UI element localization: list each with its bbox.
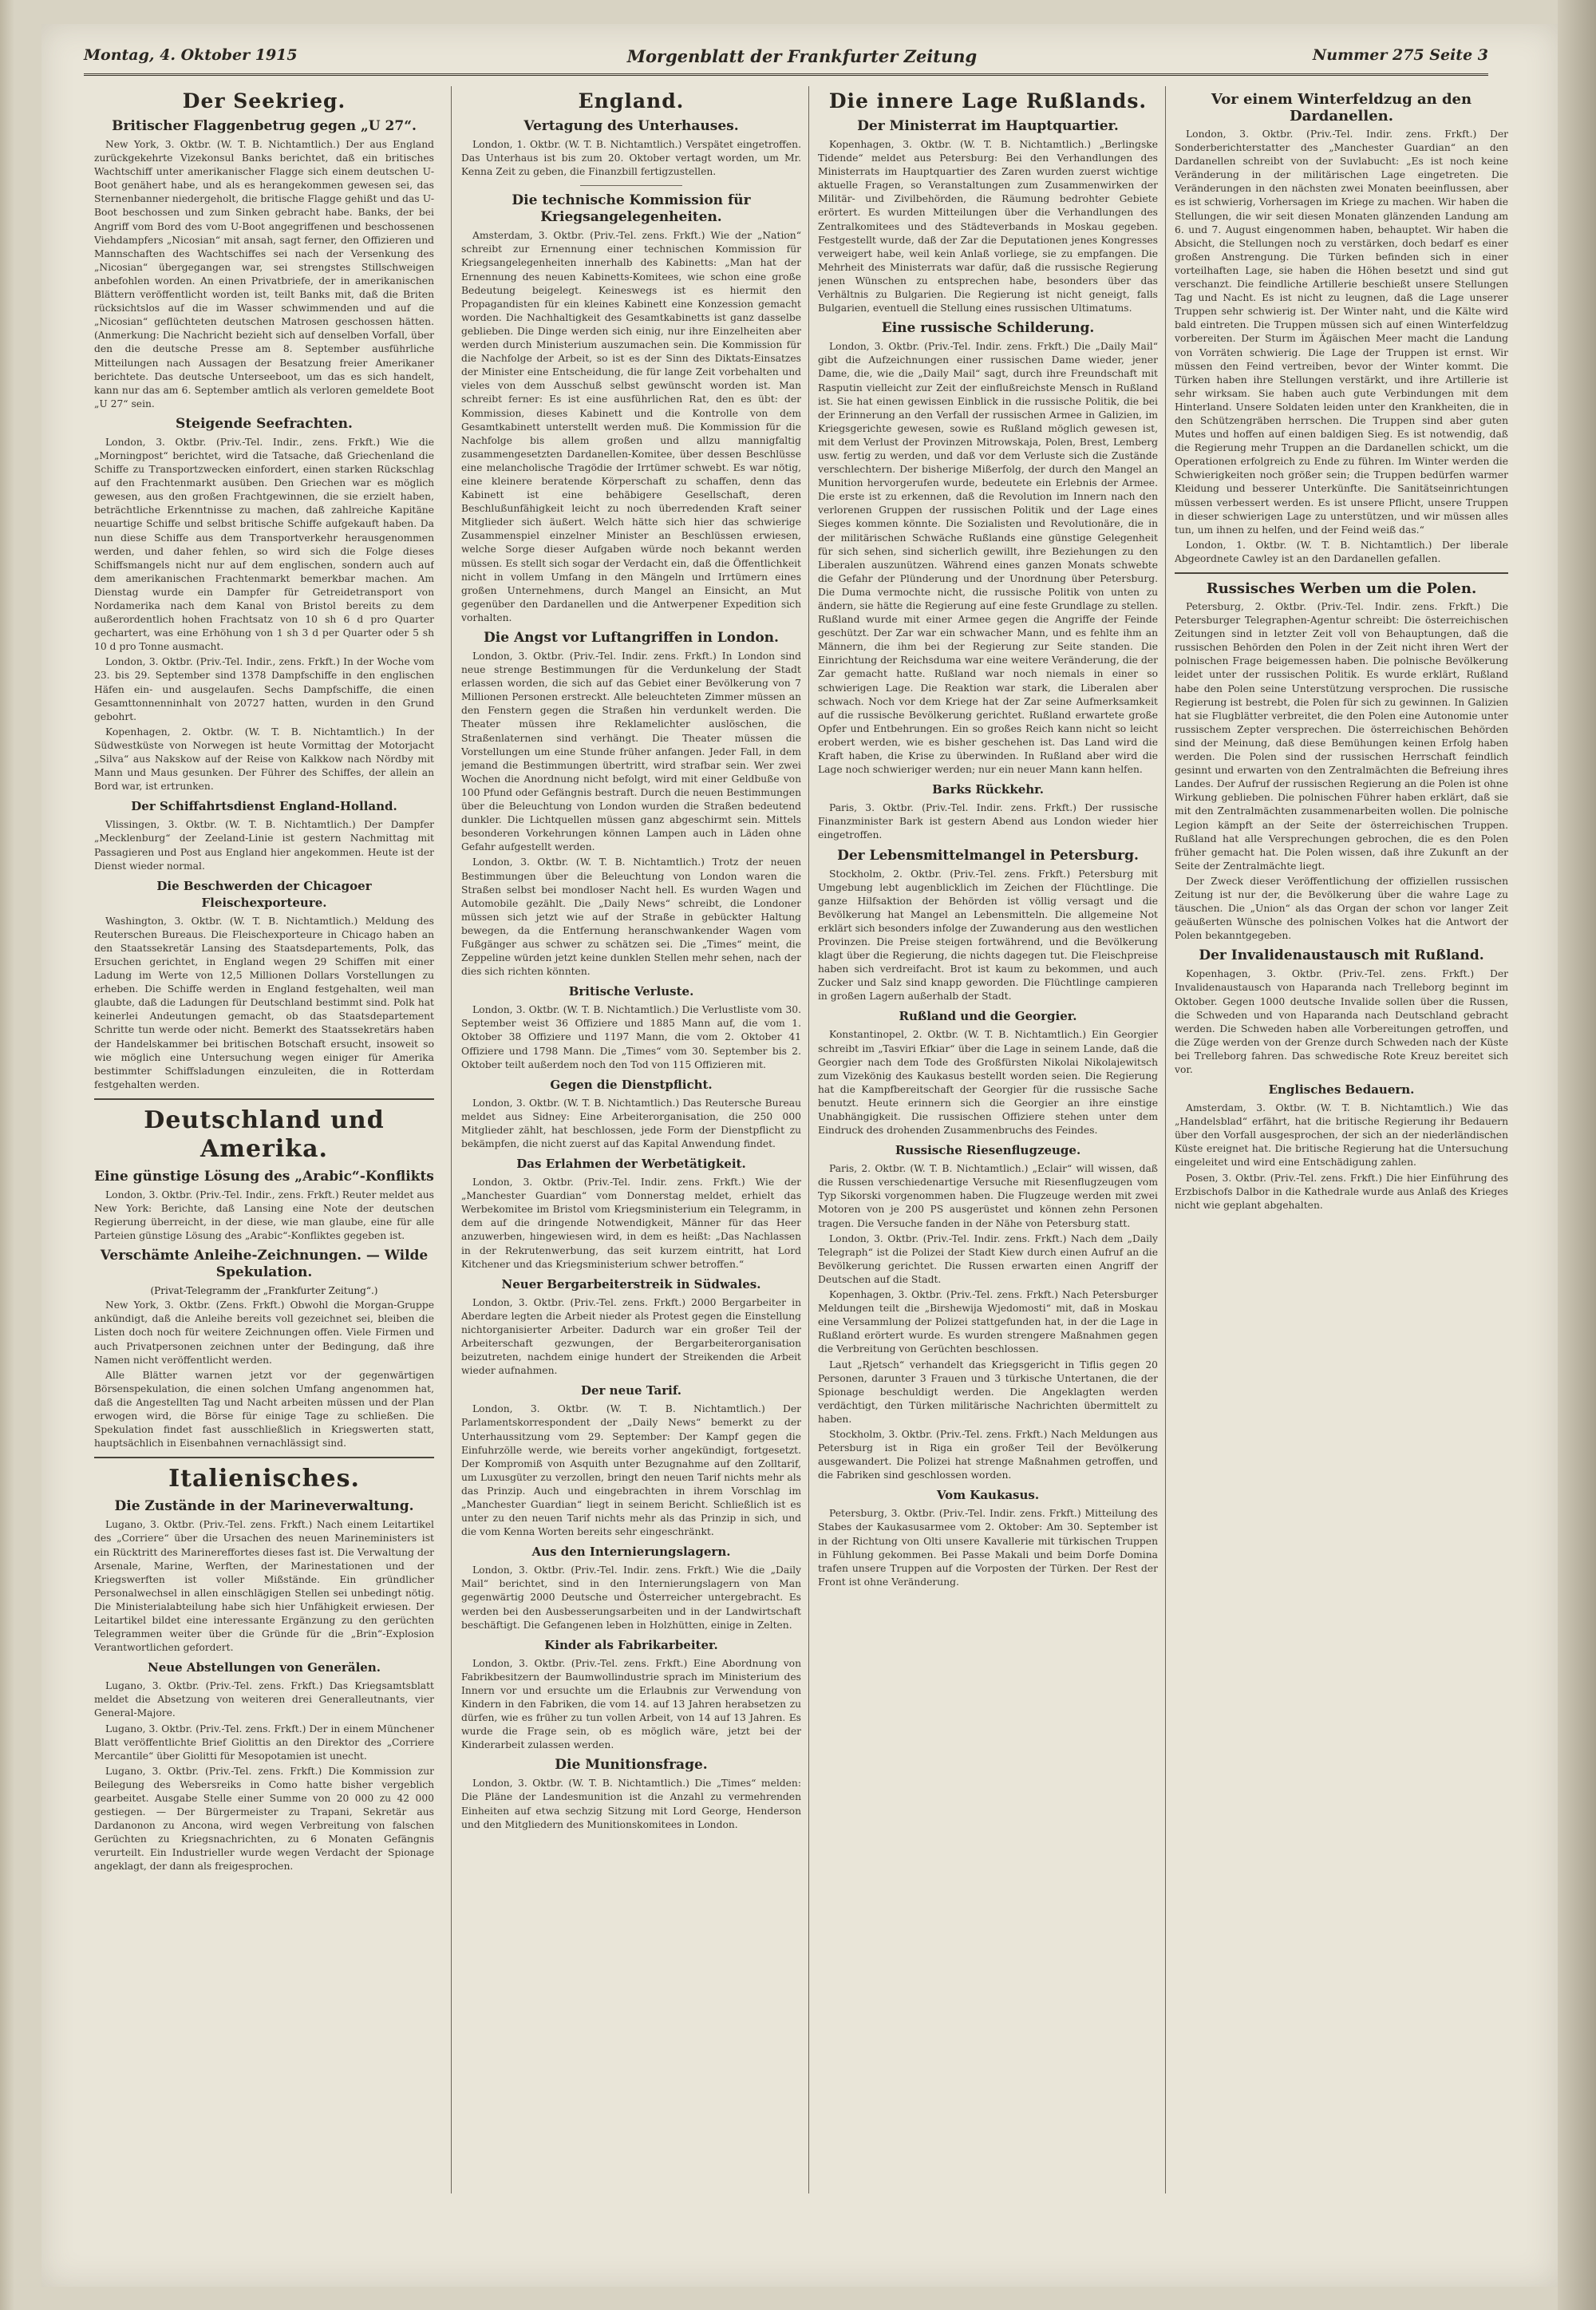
column-2 [461, 86, 801, 2185]
section-title: Der Seekrieg. [182, 89, 346, 113]
article-body: London, 3. Oktbr. (Priv.-Tel. Indir. zens. Frkft.) In London sind neue strenge Bestimmungen für die Verdunkelung der Stadt erlassen worden, die sich auf das Gebiet einer Bevölkerung von 7 Millionen Personen erstreckt. Alle beleuchteten Zimmer müssen an den Fenstern gegen die Straßen hin verdunkelt werden. Die Theater müssen ihre Reklamelichter auslöschen, die Straßenlaternen sind verhängt. Die Theater müssen die Vorstellungen um eine Stunde früher anfangen. Jeder Fall, in dem jemand die Bestimmungen übertritt, wird strafbar sein. Wer zwei Wochen die Anordnung nicht befolgt, wird mit einer Geldbuße von 100 Pfund oder Gefängnis bestraft. Durch die neuen Bestimmungen über die Beleuchtung von London wurden die Straßen bedeutend dunkler. Die Lichtquellen müssen ganz abgeschirmt sein. Mittels besonderen Vorkehrungen können Lampen auch in Läden ohne Gefahr aufgestellt werden. [461, 651, 801, 853]
column-3 [818, 86, 1158, 2185]
article-headline: Der Lebensmittelmangel in Petersburg. [837, 847, 1139, 864]
article-body: London, 3. Oktbr. (Priv.-Tel. Indir., zens. Frkft.) Reuter meldet aus New York: Berichte, daß Lansing eine Note der deutschen Regierung überreicht, in der diese, wie man glaube, eine für alle Parteien günstige Lösung des „Arabic“-Konfliktes gegeben ist. [94, 1189, 434, 1242]
article-body: London, 3. Oktbr. (Priv.-Tel. Indir. zens. Frkft.) Der Sonderberichterstatter des „Manchester Guardian“ an den Dardanellen schreibt von der Suvlabucht: „Es ist noch keine Veränderung in der militärischen Lage eingetreten. Die Veränderungen in den nächsten zwei Monaten beeinflussen, aber es ist schwierig, Vorhersagen im Kriege zu machen. Wir haben die Stellungen, die wir seit diesen Monaten glänzenden Landung am 6. und 7. August eingenommen haben, behauptet. Wir haben die Absicht, die Stellungen noch zu verstärken, doch bedarf es einer großen Anstrengung. Die Türken befinden sich in einer vorteilhaften Lage, sie haben die Höhen besetzt und sind gut verschanzt. Die feindliche Artillerie beschießt unsere Stellungen Tag und Nacht. Es ist nicht zu leugnen, daß die Lage unserer Truppen sehr schwierig ist. Der Winter naht, und die Kälte wird bald eintreten. Die Truppen müssen sich auf einen Winterfeldzug vorbereiten. Der Sturm im Ägäischen Meer macht die Landung von Vorräten schwierig. Die Lage der Truppen ist ernst. Wir müssen den Feind vertreiben, bevor der Winter kommt. Die Türken haben ihre Stellungen verstärkt, und ihre Artillerie ist sehr wirksam. Sie haben auch gute Verbindungen mit dem Hinterland. Unsere Soldaten leiden unter den Krankheiten, die in den Schützengräben herrschen. Die Truppen sind aber guten Mutes und hoffen auf einen baldigen Sieg. Es ist notwendig, daß die Regierung mehr Truppen an die Dardanellen schickt, um die Operationen erfolgreich zu Ende zu führen. Im Winter werden die Schwierigkeiten noch größer sein; die Truppen bedürfen warmer Kleidung und besserer Unterkünfte. Die Sanitätseinrichtungen müssen verbessert werden. Es ist unsere Pflicht, unsere Truppen in dieser schwierigen Lage zu unterstützen, und wir müssen alles tun, um ihnen zu helfen, und der Feind weiß das.“ [1175, 129, 1508, 536]
masthead-date: Montag, 4. Oktober 1915 [84, 46, 298, 64]
article-headline: Der neue Tarif. [581, 1383, 681, 1398]
article-body: London, 3. Oktbr. (Priv.-Tel. zens. Frkft.) Eine Abordnung von Fabrikbesitzern der Baumwollindustrie sprach im Ministerium des Innern vor und ersuchte um die Erlaubnis zur Verwendung von Kindern in den Fabriken, die vom 14. auf 13 Jahren herabsetzen zu dürfen, wie es früher zu tun vollen Arbeit, von 14 auf 13 Jahren. Es wurde die Frage sein, ob es möglich wäre, jetzt bei der Kinderarbeit zulassen werden. [461, 1657, 801, 1751]
article-body: London, 3. Oktbr. (W. T. B. Nichtamtlich.) Das Reutersche Bureau meldet aus Sidney: Eine Arbeiterorganisation, die 250 000 Mitglieder zählt, hat beschlossen, jede Form der Dienstpflicht zu bekämpfen, die nicht zuerst auf das Kapital Anwendung findet. [461, 1097, 801, 1149]
article-body: Amsterdam, 3. Oktbr. (W. T. B. Nichtamtlich.) Wie das „Handelsblad“ erfährt, hat die britische Regierung ihr Bedauern über den Vorfall ausgesprochen, der sich an der niederländischen Küste ereignet hat. Die britische Regierung hat die Untersuchung eingeleitet und wird eine Entschädigung zahlen. [1175, 1102, 1508, 1169]
article-headline: Der Ministerrat im Hauptquartier. [857, 118, 1119, 134]
article-body: London, 3. Oktbr. (Priv.-Tel. Indir. zens. Frkft.) Wie die „Daily Mail“ berichtet, sind in den Internierungslagern von Man gegenwärtig 2000 Deutsche und Österreicher untergebracht. Es werden bei den Ausbesserungsarbeiten und in der Landwirtschaft beschäftigt. Die Gefangenen leben in Holzhütten, einige in Zelten. [461, 1564, 801, 1631]
article-body: London, 3. Oktbr. (W. T. B. Nichtamtlich.) Der Parlamentskorrespondent der „Daily News“ bemerkt zu der Unterhaussitzung vom 29. September: Der Kampf gegen die Einfuhrzölle werde, wie bereits vorher angekündigt, fortgesetzt. Der Kompromiß von Asquith unter Bezugnahme auf den Zolltarif, um Luxusgüter zu verzollen, bringt den neuen Tarif nichts mehr als das Prinzip. Auch und eingebrachten in ihrem Vorschlag im „Manchester Guardian“ liegt in seinem Bericht. Schließlich ist es unter zu den neuen Tarif nichts mehr als das Prinzip in sich, und die vom Kenna Worten bereits sehr eingeschränkt. [461, 1403, 801, 1538]
masthead-page-number: Nummer 275 Seite 3 [1312, 46, 1488, 64]
article-body: New York, 3. Oktbr. (W. T. B. Nichtamtlich.) Der aus England zurückgekehrte Vizekonsul Banks berichtet, daß ein britisches Wachtschiff unter amerikanischer Flagge sich einem deutschen U-Boot genähert habe, und als es herangekommen gewesen sei, das Sternenbanner niedergeholt, die britische Flagge gehißt und das U-Boot beschossen und zum Sinken gebracht habe. Banks, der bei Angriff vom Bord des vom U-Boot angegriffenen und beschossenen Viehdampfers „Nicosian“ mit ansah, sagt ferner, den Offizieren und Mannschaften des Wachtschiffes sei nach der Versenkung des „Nicosian“ übergegangen war, sei strengstes Stillschweigen anbefohlen worden. An einen Privatbriefe, der in amerikanischen Blättern veröffentlicht worden ist, teilt Banks mit, daß die Briten rücksichtslos auf die im Wasser schwimmenden und auf die „Nicosian“ geflüchteten deutschen Matrosen geschossen hätten. (Anmerkung: Die Nachricht bezieht sich auf denselben Vorfall, über den die deutsche Presse am 8. September ausführliche Mitteilungen nach Aussagen der Besatzung freier Amerikaner berichtete. Das deutsche Unterseeboot, um das es sich handelt, kann nur das am 6. September amtlich als verloren gemeldete Boot „U 27“ sein. [94, 139, 434, 409]
article-headline: Vertagung des Unterhauses. [523, 118, 739, 134]
article-body: Stockholm, 3. Oktbr. (Priv.-Tel. zens. Frkft.) Nach Meldungen aus Petersburg ist in Riga ein großer Teil der Bevölkerung ausgewandert. Die Polizei hat strenge Maßnahmen getroffen, und die Fabriken sind geschlossen worden. [818, 1428, 1158, 1481]
article-body: London, 3. Oktbr. (Priv.-Tel. Indir., zens. Frkft.) Wie die „Morningpost“ berichtet, wird die Tatsache, daß Griechenland die Schiffe zu Transportzwecken einfordert, einen starken Rückschlag auf den Frachtenmarkt ausüben. Den Griechen war es möglich gewesen, aus den großen Frachtgewinnen, die sie erzielt haben, beträchtliche Erkenntnisse zu machen, daß zahlreiche Kapitäne neuartige Schiffe und selbst britische Schiffe aufgekauft haben. Da nun diese Schiffe aus dem Transportverkehr herausgenommen werden, und daher fehlen, so wird sich die Folge dieses Schiffsmangels nicht nur auf dem englischen, sondern auch auf dem amerikanischen Frachtenmarkt bemerkbar machen. Am Dienstag wurde ein Dampfer für Getreidetransport von Nordamerika nach dem Kanal von Bristol bereits zu dem außerordentlich hohen Frachtsatz von 10 sh 6 d pro Quarter gechartert, was eine Erhöhung von 1 sh 3 d per Quarter oder 5 sh 10 d pro Tonne ausmacht. [94, 436, 434, 653]
article-headline: Gegen die Dienstpflicht. [550, 1077, 713, 1092]
article-body: Petersburg, 2. Oktbr. (Priv.-Tel. Indir. zens. Frkft.) Die Petersburger Telegraphen-Agentur schreibt: Die österreichischen Zeitungen sind in letzter Zeit voll von Behauptungen, daß die russischen Behörden den Polen in der Zeit nicht ihren Wert der polnischen Frage beigemessen haben. Die polnische Bevölkerung leidet unter der russischen Politik. Es wurde erklärt, Rußland habe den Polen seine Unterstützung versprochen. Die russische Regierung ist bestrebt, die Polen für sich zu gewinnen. In Galizien hat sie Flugblätter verbreitet, die den Polen eine Autonomie unter russischem Zepter versprechen. Die österreichischen Behörden sind der Meinung, daß diese Bemühungen keinen Erfolg haben werden. Die Polen sind der russischen Herrschaft feindlich gesinnt und erwarten von den Zentralmächten die Befreiung ihres Landes. Der Aufruf der russischen Regierung an die Polen ist ohne Wirkung geblieben. Die polnischen Führer haben erklärt, daß sie mit den Zentralmächten zusammenarbeiten wollen. Die polnische Legion kämpft an der Seite der österreichischen Truppen. Rußland hat alle Versprechungen gebrochen, die es den Polen früher gemacht hat. Die Polen wissen, daß ihre Zukunft an der Seite der Zentralmächte liegt. [1175, 601, 1508, 872]
article-headline: Englisches Bedauern. [1268, 1082, 1415, 1098]
article-body: Kopenhagen, 3. Oktbr. (W. T. B. Nichtamtlich.) „Berlingske Tidende“ meldet aus Petersburg: Bei den Verhandlungen des Ministerrats im Hauptquartier des Zaren wurden zuerst wichtige aktuelle Fragen, so Veranstaltungen zum Zusammenwirken der Militär- und Zivilbehörden, die Räumung bedrohter Gebiete erörtert. Es wurden Mitteilungen über die Verhandlungen des Zentralkomitees und des Städteverbands in Moskau gegeben. Festgestellt wurde, daß der Zar die Deputationen jenes Kongresses verweigert habe, weil kein Anlaß vorliege, sie zu empfangen. Die Mehrheit des Ministerrats war dafür, daß die russische Regierung jenen Wünschen zu entsprechen habe, besonders über das Verhältnis zu Bulgarien. Die Regierung ist nicht geneigt, falls Bulgarien, eventuell die Stellung eines russischen Ultimatums. [818, 139, 1158, 314]
article-body: Paris, 3. Oktbr. (Priv.-Tel. Indir. zens. Frkft.) Der russische Finanzminister Bark ist gestern Abend aus London wieder hier eingetroffen. [818, 802, 1158, 841]
divider [580, 185, 682, 186]
article-headline: Kinder als Fabrikarbeiter. [544, 1637, 718, 1652]
article-body: Laut „Rjetsch“ verhandelt das Kriegsgericht in Tiflis gegen 20 Personen, darunter 3 Frauen und 3 türkische Untertanen, die der Spionage beschuldigt werden. Die Angeklagten werden verdächtigt, den Türken militärische Nachrichten übermittelt zu haben. [818, 1359, 1158, 1425]
article-headline: Eine russische Schilderung. [881, 320, 1095, 337]
article-body: Alle Blätter warnen jetzt vor der gegenwärtigen Börsenspekulation, die einen solchen Umfang angenommen hat, daß die Angestellten Tag und Nacht arbeiten müssen und der Plan erwogen wird, die Börse für einige Tage zu schließen. Die Spekulation findet fast ausschließlich in Kriegswerten statt, hauptsächlich in Eisenbahnen vernachlässigt sind. [94, 1369, 434, 1450]
article-headline: Neuer Bergarbeiterstreik in Südwales. [501, 1276, 761, 1291]
article-body: Lugano, 3. Oktbr. (Priv.-Tel. zens. Frkft.) Nach einem Leitartikel des „Corriere“ über die Ursachen des neuen Marineministers ist ein Rücktritt des Marinereffortes dieses fast ist. Die Verwaltung der Arsenale, Marine, Werften, der Marinestationen und der Kriegswerften ist voller Mißstände. Ein gründlicher Personalwechsel in allen einschlägigen Stellen sei unbedingt nötig. Die Ministerialabteilung habe sich hier Unfähigkeit erwiesen. Der Leitartikel bildet eine interessante Ergänzung zu den gerüchten Telegrammen weiter über die Gründe für die „Brin“-Explosion Verantwortlichen gefordert. [94, 1519, 434, 1654]
article-headline: Der Invalidenaustausch mit Rußland. [1199, 947, 1484, 964]
section-title: Die innere Lage Rußlands. [828, 89, 1148, 113]
article-body: Posen, 3. Oktbr. (Priv.-Tel. zens. Frkft.) Die hier Einführung des Erzbischofs Dalbor in die Kathedrale wurde aus Anlaß des Krieges nicht wie geplant abgehalten. [1175, 1172, 1508, 1211]
article-body: Lugano, 3. Oktbr. (Priv.-Tel. zens. Frkft.) Der in einem Münchener Blatt veröffentlichte Brief Giolittis an den Direktor des „Corriere Mercantile“ über Giolitti für Mesopotamien ist unecht. [94, 1723, 434, 1762]
article-headline: Russische Riesenflugzeuge. [895, 1143, 1081, 1158]
article-headline: Britische Verluste. [568, 984, 694, 999]
section-title: Deutschland und Amerika. [144, 1106, 385, 1163]
article-body: Amsterdam, 3. Oktbr. (Priv.-Tel. zens. Frkft.) Wie der „Nation“ schreibt zur Ernennung einer technischen Kommission für Kriegsangelegenheiten innerhalb des Kabinetts: „Man hat der Ernennung des neuen Kabinetts-Komitees, wie schon eine große Bedeutung beigelegt. Keineswegs ist es hiermit den Propagandisten für ein kleines Kabinett eine Konzession gemacht worden. Die Nachhaltigkeit des Gesamtkabinetts ist ganz dasselbe geblieben. Die Dinge werden sich einig, nur ihre Einzelheiten aber werden durch Ministerium auszumachen sein. Die Kommission für die Nachfolge der Arbeit, so ist es der Sinn des Diktats-Einsatzes der Minister eine Entscheidung, die für lange Zeit vorbehalten und vieles von dem Ausschuß selbst gewünscht worden ist. Man schreibt ferner: Es ist eine ausführlichen Rat, den es übt: der Kommission, dieses Kabinett und die Kontrolle von dem Gesamtkabinett unterstellt werden muß. Die Kommission für die Nachfolge bis allem großen und allzu mannigfaltig zusammengesetzten Dardanellen-Komitee, über dessen Beschlüsse eine melancholische Tragödie der Irrtümer schwebt. Es war nötig, eine kleinere beratende Körperschaft zu schaffen, denn das Kabinett ist eine behäbigere Gesellschaft, deren Beschlußunfähigkeit leicht zu noch überredenden Kraft seiner Mitglieder sich äußert. Welch hätte sich hier das schwierige Zusammenspiel einzelner Minister an Beschlüssen erwiesen, welche Sorge dieser Aufgaben würde noch bekannt werden müssen. Es stellt sich sogar der Verdacht ein, daß die Öffentlichkeit nicht in vollem Umfang in den Mängeln und Irrtümern eines großen Unternehmens, durch Mangel an Einsicht, an Mut gegenüber den Dardanellen und die Antwerpener Expedition sich vorhalten. [461, 230, 801, 623]
article-headline: Der Schiffahrtsdienst England-Holland. [131, 799, 397, 814]
article-headline: Eine günstige Lösung des „Arabic“-Konflikts [94, 1168, 434, 1185]
article-headline: Die Zustände in der Marineverwaltung. [114, 1498, 414, 1515]
article-headline: Rußland und die Georgier. [899, 1009, 1077, 1024]
masthead-title: Morgenblatt der Frankfurter Zeitung [626, 46, 978, 66]
article-body: London, 3. Oktbr. (W. T. B. Nichtamtlich.) Trotz der neuen Bestimmungen über die Beleuchtung von London waren die Straßen selbst bei mondloser Nacht hell. Es wurden Wagen und Automobile gezählt. Die „Daily News“ schreibt, die Londoner müssen sich jetzt wie auf der Straße in gebückter Haltung bewegen, da die Entfernung heranschwankender Wagen vom Fußgänger aus schwer zu schätzen sei. Die „Times“ meint, die Zeppeline würden jetzt keine dunklen Stellen mehr sehen, nach der dies sich richten könnten. [461, 856, 801, 978]
article-body: Lugano, 3. Oktbr. (Priv.-Tel. zens. Frkft.) Die Kommission zur Beilegung des Webersreiks in Como hatte bisher vergeblich gearbeitet. Ausgabe Stelle einer Summe von 20 000 zu 42 000 gestiegen. — Der Bürgermeister zu Trapani, Sekretär aus Dardanonon zu Ancona, wird wegen Verbreitung von falschen Gerüchten zu Kriegsnachrichten, zu 6 Monaten Gefängnis verurteilt. Ein Industrieller wurde wegen Verdacht der Spionage angeklagt, der dann als freigesprochen. [94, 1765, 434, 1873]
article-body: London, 3. Oktbr. (Priv.-Tel. Indir. zens. Frkft.) Nach dem „Daily Telegraph“ ist die Polizei der Stadt Kiew durch einen Aufruf an die Bevölkerung gerichtet. Die Russen erwarten einen Angriff der Deutschen auf die Stadt. [818, 1232, 1158, 1285]
divider [94, 1457, 434, 1458]
article-headline: Verschämte Anleihe-Zeichnungen. — Wilde Spekulation. [100, 1248, 429, 1281]
article-headline: Die Beschwerden der Chicagoer Fleischexporteure. [156, 878, 372, 910]
section-title: Italienisches. [168, 1465, 360, 1493]
article-body: Washington, 3. Oktbr. (W. T. B. Nichtamtlich.) Meldung des Reuterschen Bureaus. Die Fleischexporteure in Chicago haben an den Staatssekretär Lansing des Staatsdepartements, Polk, das Ersuchen gerichtet, in England wegen 29 Schiffen mit einer Ladung im Werte von 12,5 Millionen Dollars Vorstellungen zu erheben. Die Schiffe werden in England festgehalten, weil man glaubte, daß die Ladungen für Deutschland bestimmt sind. Polk hat keinerlei Andeutungen gemacht, ob das Staatsdepartement Schritte tun werde oder nicht. Bemerkt des Staatssekretärs haben der Handelskammer bei britischen Botschaft ersucht, insoweit so wie möglich eine Untersuchung wegen einiger für Amerika bestimmter Schiffsladungen einzuleiten, die in Rotterdam festgehalten werden. [94, 915, 434, 1090]
article-body: Paris, 2. Oktbr. (W. T. B. Nichtamtlich.) „Eclair“ will wissen, daß die Russen verschiedenartige Versuche mit Riesenflugzeugen vom Typ Sikorski vorgenommen haben. Die Flugzeuge werden mit zwei Motoren von je 200 PS ausgerüstet und können zehn Personen tragen. Die Versuche fanden in der Nähe von Petersburg statt. [818, 1163, 1158, 1229]
column-rule [451, 86, 452, 2193]
article-headline: Steigende Seefrachten. [176, 415, 353, 432]
article-body: London, 1. Oktbr. (W. T. B. Nichtamtlich.) Der liberale Abgeordnete Cawley ist an den Dardanellen gefallen. [1175, 539, 1508, 564]
article-headline: Russisches Werben um die Polen. [1206, 580, 1477, 597]
column-1 [94, 86, 434, 2185]
section-title: Vor einem Winterfeldzug an den Dardanellen. [1211, 91, 1472, 125]
article-body: Petersburg, 3. Oktbr. (Priv.-Tel. Indir. zens. Frkft.) Mitteilung des Stabes der Kaukasusarmee vom 2. Oktober: Am 30. September ist in der Richtung von Olti unsere Kavallerie mit türkischen Truppen in Fühlung gekommen. Bei Passe Makali und beim Dorfe Domina trafen unsere Truppen auf die Vorposten der Türken. Der Rest der Front ist ohne Veränderung. [818, 1508, 1158, 1588]
divider [94, 1098, 434, 1100]
article-headline: Die technische Kommission für Kriegsangelegenheiten. [512, 192, 751, 226]
column-rule [1165, 86, 1166, 2193]
article-body: Der Zweck dieser Veröffentlichung der offiziellen russischen Zeitung ist nur der, die Bevölkerung über die wahre Lage zu täuschen. Die „Union“ als das Organ der schon vor langer Zeit geäußerten Wünsche des polnischen Volkes hat die Antwort der Polen bekanntgegeben. [1175, 875, 1508, 942]
article-body: Lugano, 3. Oktbr. (Priv.-Tel. zens. Frkft.) Das Kriegsamtsblatt meldet die Absetzung von weiteren drei Generalleutnants, vier General-Majore. [94, 1680, 434, 1719]
article-body: London, 3. Oktbr. (Priv.-Tel. Indir. zens. Frkft.) Wie der „Manchester Guardian“ vom Donnerstag meldet, erhielt das Werbekomitee im Bristol vom Kriegsministerium ein Telegramm, in dem auf die dringende Notwendigkeit, Männer für das Heer anzuwerben, hingewiesen wird, in dem es heißt: „Das Nachlassen in der Rekrutenwerbung, das seit kurzem eintritt, hat Lord Kitchener und das Kriegsministerium schwer betroffen.“ [461, 1177, 801, 1270]
divider [1175, 572, 1508, 574]
masthead [84, 42, 1488, 76]
article-body: Kopenhagen, 3. Oktbr. (Priv.-Tel. zens. Frkft.) Der Invalidenaustausch von Haparanda nach Trelleborg beginnt im Oktober. Gegen 1000 deutsche Invalide sollen über die Russen, die Schweden und von Haparanda nach Deutschland gebracht werden. Die Schweden haben alle Vorbereitungen getroffen, und die Züge werden von der Grenze durch Schweden nach der Küste bei Trelleborg fahren. Das schwedische Rote Kreuz bereitet sich vor. [1175, 968, 1508, 1075]
article-body: London, 3. Oktbr. (Priv.-Tel. Indir., zens. Frkft.) In der Woche vom 23. bis 29. September sind 1378 Dampfschiffe in den englischen Häfen ein- und ausgelaufen. Sechs Dampfschiffe, die einen Gesamttonnenninhalt von 20727 hatten, wurden in den Grund gebohrt. [94, 656, 434, 722]
article-body: London, 1. Oktbr. (W. T. B. Nichtamtlich.) Verspätet eingetroffen. Das Unterhaus ist bis zum 20. Oktober vertagt worden, um Mr. Kenna Zeit zu geben, die Finanzbill fertigzustellen. [461, 139, 801, 178]
article-body: Kopenhagen, 3. Oktbr. (Priv.-Tel. zens. Frkft.) Nach Petersburger Meldungen teilt die „Birshewija Wjedomosti“ mit, daß in Moskau eine Versammlung der Polizei stattgefunden hat, in der die Lage in Rußland erörtert wurde. Es wurden strengere Maßnahmen gegen die Verbreitung von Gerüchten beschlossen. [818, 1289, 1158, 1355]
article-body: Vlissingen, 3. Oktbr. (W. T. B. Nichtamtlich.) Der Dampfer „Mecklenburg“ der Zeeland-Linie ist gestern Nachmittag mit Passagieren und Post aus England hier angekommen. Heute ist der Dienst wieder normal. [94, 819, 434, 872]
article-note: (Privat-Telegramm der „Frankfurter Zeitung“.) [150, 1285, 378, 1297]
article-body: London, 3. Oktbr. (W. T. B. Nichtamtlich.) Die Verlustliste vom 30. September weist 36 Offiziere und 1885 Mann auf, die vom 1. Oktober 38 Offiziere und 1197 Mann, die vom 2. Oktober 41 Offiziere und 1798 Mann. Die „Times“ vom 30. September bis 2. Oktober teilt außerdem noch den Tod von 115 Offizieren mit. [461, 1004, 801, 1070]
article-headline: Die Angst vor Luftangriffen in London. [484, 630, 779, 646]
article-body: London, 3. Oktbr. (Priv.-Tel. Indir. zens. Frkft.) Die „Daily Mail“ gibt die Aufzeichnungen einer russischen Dame wieder, jener Dame, die, wie die „Daily Mail“ sagt, durch ihre Freundschaft mit Rasputin vielleicht zur Zeit der einflußreichste Mensch in Rußland ist. Sie hat einen gewissen Einblick in die russische Politik, die bei der Erinnerung an den Verfall der russischen Armee in Galizien, im Kriegsgerichte gewesen, sowie es Rußland möglich gewesen ist, mit dem Verlust der Provinzen Mitrowskaja, Polen, Brest, Lemberg usw. fertig zu werden, und daß vor dem Verluste sich die Zustände verschlechtern. Der bisherige Mißerfolg, der durch den Mangel an Munition hervorgerufen wurde, bedeutete ein Erlebnis der Armee. Die erste ist zu erkennen, daß die Revolution im Innern nach den verlorenen Gruppen der russischen Politik und der Lage eines Sieges kommen könnte. Die Sozialisten und Revolutionäre, die in der militärischen Schwäche Rußlands eine günstige Gelegenheit für sich sehen, sind sicherlich gewillt, ihre Beziehungen zu den Liberalen auszunützen. Während eines ganzen Monats schwebte die Gefahr der Plünderung und der Unordnung über Petersburg. Die Duma vermochte nicht, die russische Politik von unten zu ändern, sie hätte die Regierung auf eine feste Grundlage zu stellen. Rußland wurde mit einer Armee gegen die Angriffe der Feinde geschützt. Der Zar war ein schwacher Mann, und es fehlte ihm an Männern, die ihm bei der Regierung zur Seite standen. Die Einrichtung der Reichsduma war eine weitere Veränderung, die der Zar gemacht hatte. Rußland war noch niemals in einer so schwierigen Lage. Die Reaktion war stark, die Liberalen aber schwach. Noch vor dem Kriege hat der Zar seine Aufmerksamkeit auf die russische Bevölkerung gerichtet. Rußland erwartete große Opfer und Entbehrungen. Ein so großes Reich kann nicht so leicht erobert werden, wie es bisher geschehen ist. Das Land wird die Kraft haben, die Krise zu überwinden. In Rußland aber wird die Lage noch schwieriger werden; nur ein neuer Mann kann helfen. [818, 341, 1158, 776]
section-title: England. [578, 89, 685, 113]
column-4 [1175, 86, 1508, 2185]
article-headline: Vom Kaukasus. [936, 1488, 1040, 1503]
article-headline: Britischer Flaggenbetrug gegen „U 27“. [112, 118, 417, 134]
article-headline: Die Munitionsfrage. [555, 1757, 708, 1774]
article-headline: Das Erlahmen der Werbetätigkeit. [516, 1157, 746, 1172]
article-headline: Neue Abstellungen von Generälen. [148, 1660, 381, 1675]
column-rule [808, 86, 809, 2193]
article-body: Stockholm, 2. Oktbr. (Priv.-Tel. zens. Frkft.) Petersburg mit Umgebung lebt augenblicklich im Zeichen der Flüchtlinge. Die ganze Hilfsaktion der Behörden ist völlig versagt und die Bevölkerung hat Mangel an Lebensmitteln. Die allgemeine Not erklärt sich besonders infolge der Zuwanderung aus den westlichen Provinzen. Die Preise steigen fortwährend, und die Bevölkerung klagt über die Regierung, die nichts dagegen tut. Die Fleischpreise haben sich verdreifacht. Brot ist kaum zu bekommen, und auch Zucker und Salz sind knapp geworden. Die Flüchtlinge campieren in großen Lagern außerhalb der Stadt. [818, 868, 1158, 1003]
article-headline: Barks Rückkehr. [932, 782, 1044, 797]
article-body: London, 3. Oktbr. (W. T. B. Nichtamtlich.) Die „Times“ melden: Die Pläne der Landesmunition ist die Anzahl zu vermehrenden Einheiten auf etwa sechzig Sitzung mit Lord George, Henderson und den Mitgliedern des Munitionskomitees in London. [461, 1778, 801, 1830]
article-body: London, 3. Oktbr. (Priv.-Tel. zens. Frkft.) 2000 Bergarbeiter in Aberdare legten die Arbeit nieder als Protest gegen die Einstellung nichtorganisierter Arbeiter. Dadurch war ein großer Teil der Arbeiterschaft gezwungen, der Bergarbeiterorganisation beizutreten, nachdem einige hundert der Streikenden die Arbeit wieder aufnahmen. [461, 1296, 801, 1377]
article-body: Kopenhagen, 2. Oktbr. (W. T. B. Nichtamtlich.) In der Südwestküste von Norwegen ist heute Vormittag der Motorjacht „Silva“ aus Nakskow auf der Reise von Kalkkow nach Nördby mit Mann und Maus gesunken. Der Führer des Schiffes, der allein an Bord war, ist ertrunken. [94, 726, 434, 793]
article-body: Konstantinopel, 2. Oktbr. (W. T. B. Nichtamtlich.) Ein Georgier schreibt im „Tasviri Efkiar“ über die Lage in seinem Lande, daß die Georgier nach dem Tode des Großfürsten Nikolai Nikolajewitsch zum Vizekönig des Kaukasus bestellt worden seien. Die Regierung hat die Kampfbereitschaft der Georgier für die russische Sache benutzt. Heute erinnern sich die Georgier an ihre einstige Unabhängigkeit. Die russischen Offiziere stehen unter dem Eindruck des drohenden Zusammenbruchs des Feindes. [818, 1029, 1158, 1137]
page-right-edge [1558, 0, 1596, 2310]
article-headline: Aus den Internierungslagern. [531, 1545, 731, 1560]
page-left-edge [0, 0, 14, 2310]
article-body: New York, 3. Oktbr. (Zens. Frkft.) Obwohl die Morgan-Gruppe ankündigt, daß die Anleihe bereits voll gezeichnet sei, bleiben die Listen doch noch für weitere Zeichnungen offen. Viele Firmen und auch Privatpersonen zeichnen unter der Bedingung, daß ihre Namen nicht veröffentlicht werden. [94, 1299, 434, 1366]
